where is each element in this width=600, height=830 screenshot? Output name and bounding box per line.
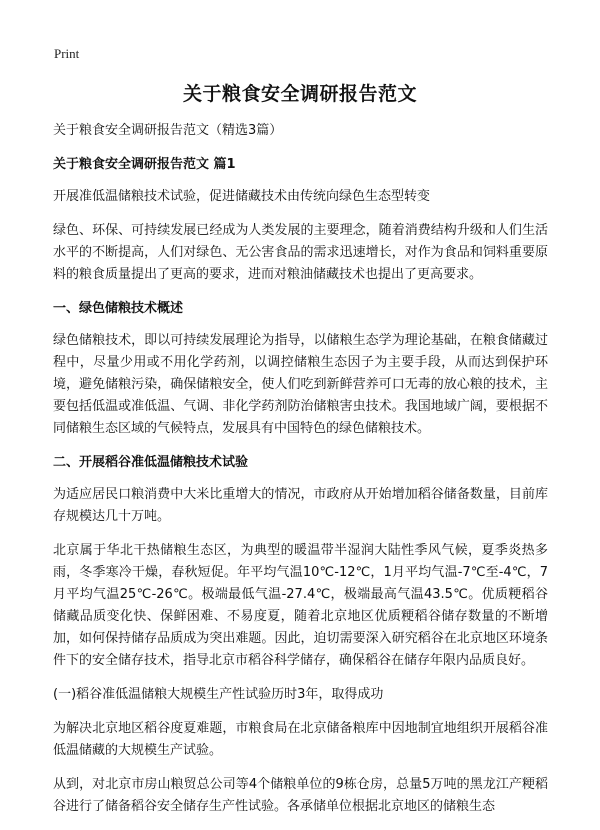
paragraph-5: (一)稻谷准低温储粮大规模生产性试验历时3年，取得成功 — [53, 687, 384, 702]
print-label[interactable]: Print — [54, 46, 80, 61]
lead-paragraph: 开展准低温储粮技术试验，促进储藏技术由传统向绿色生态型转变 — [53, 189, 431, 204]
paragraph-6: 为解决北京地区稻谷度夏难题，市粮食局在北京储备粮库中因地制宜地组织开展稻谷准低温储藏的大规模生产试验。 — [53, 721, 548, 758]
paragraph-2: 绿色储粮技术，即以可持续发展理论为指导，以储粮生态学为理论基础，在粮食储藏过程中，尽量少用或不用化学药剂，以调控储粮生态因子为主要手段，从而达到保护环境，避免储粮污染，确保储粮安全，使人们吃到新鲜营养可口无毒的放心粮的技术，主要包括低温或准低温、气调、非化学药剂防治储粮害虫技术。我国地域广阔，要根据不同储粮生态区域的气候特点，发展具有中国特色的绿色储粮技术。 — [53, 333, 548, 436]
section2-heading: 二、开展稻谷准低温储粮技术试验 — [53, 455, 249, 470]
document-subtitle: 关于粮食安全调研报告范文（精选3篇） — [53, 123, 283, 138]
part1-heading: 关于粮食安全调研报告范文 篇1 — [53, 157, 236, 172]
paragraph-3: 为适应居民口粮消费中大米比重增大的情况，市政府从开始增加稻谷储备数量，目前库存规模达几十万吨。 — [53, 487, 548, 524]
document-body — [53, 120, 548, 830]
paragraph-1: 绿色、环保、可持续发展已经成为人类发展的主要理念，随着消费结构升级和人们生活水平的不断提高，人们对绿色、无公害食品的需求迅速增长，对作为食品和饲料重要原料的粮食质量提出了更高的要求，进而对粮油储藏技术也提出了更高要求。 — [53, 223, 548, 282]
document-title: 关于粮食安全调研报告范文 — [182, 83, 417, 105]
paragraph-7: 从到，对北京市房山粮贸总公司等4个储粮单位的9栋仓房，总量5万吨的黑龙江产粳稻谷进行了储备稻谷安全储存生产性试验。各承储单位根据北京地区的储粮生态 — [53, 777, 548, 814]
section1-heading: 一、绿色储粮技术概述 — [53, 301, 184, 316]
paragraph-4: 北京属于华北干热储粮生态区，为典型的暖温带半湿润大陆性季风气候，夏季炎热多雨，冬季寒冷干燥，春秋短促。年平均气温10℃-12℃，1月平均气温-7℃至-4℃，7月平均气温25℃-26℃。极端最低气温-27.4℃，极端最高气温43.5℃。优质粳稻谷储藏品质变化快、保鲜困难、不易度夏，随着北京地区优质粳稻谷储存数量的不断增加，如何保持储存品质成为突出难题。因此，迫切需要深入研究稻谷在北京地区环境条件下的安全储存技术，指导北京市稻谷科学储存，确保稻谷在储存年限内品质良好。 — [53, 543, 548, 668]
